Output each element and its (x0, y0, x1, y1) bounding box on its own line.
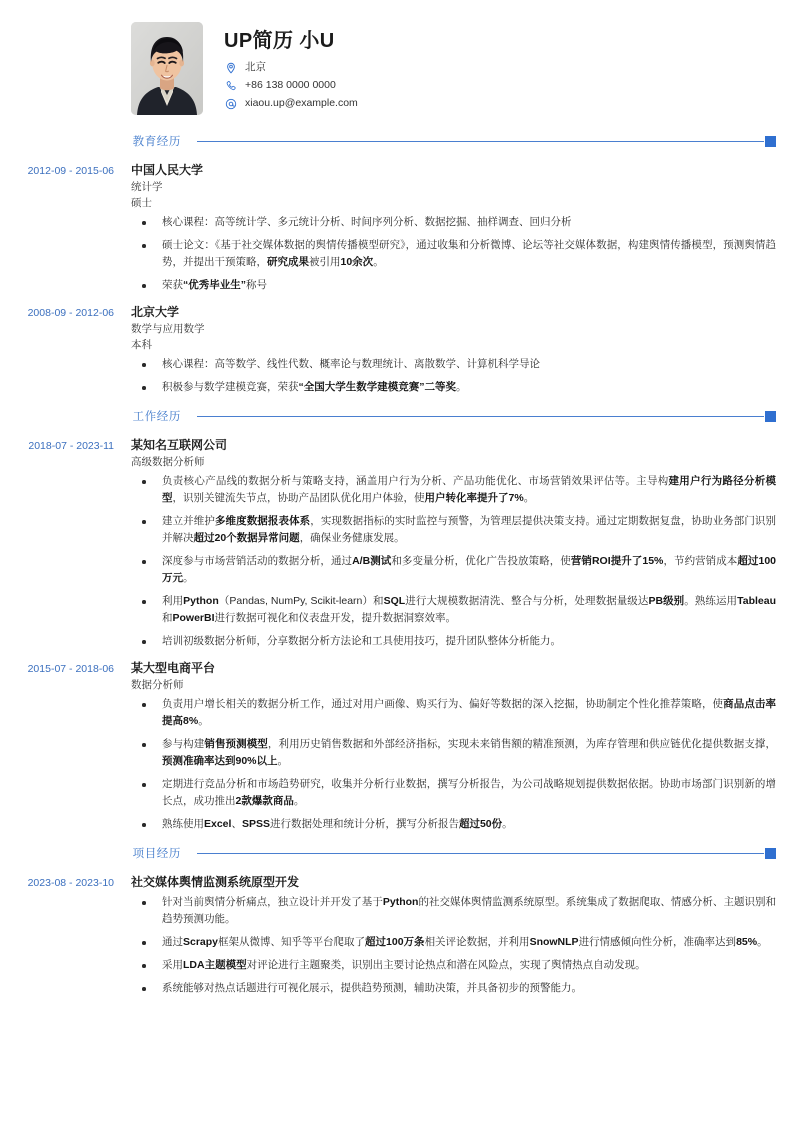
resume-entry (0, 437, 799, 650)
contact-location-value: 北京 (245, 61, 266, 73)
entry-date: 2012-09 - 2015-06 (27, 165, 114, 177)
entry-date: 2015-07 - 2018-06 (27, 663, 114, 675)
bullet-item: 熟练使用Excel、SPSS进行数据处理和统计分析，撰写分析报告超过50份。 (131, 816, 776, 833)
resume-entry (0, 874, 799, 997)
entry-date: 2023-08 - 2023-10 (27, 877, 114, 889)
contact-location (224, 61, 769, 74)
bullet-item: 负责核心产品线的数据分析与策略支持，涵盖用户行为分析、产品功能优化、市场营销效果评估等。主导构建用户行为路径分析模型，识别关键流失节点，协助产品团队优化用户体验，使用户转化率提升了7%。 (131, 473, 776, 507)
entry-degree: 本科 (131, 339, 152, 351)
entry-body (131, 874, 776, 997)
section-divider (197, 141, 764, 142)
bullet-item: 建立并维护多维度数据报表体系，实现数据指标的实时监控与预警，为管理层提供决策支持。通过定期数据复盘，协助业务部门识别并解决超过20个数据异常问题，确保业务健康发展。 (131, 513, 776, 547)
section-title: 工作经历 (132, 411, 181, 423)
bullet-item: 核心课程：高等数学、线性代数、概率论与数理统计、离散数学、计算机科学导论 (131, 356, 776, 373)
entry-title: 某知名互联网公司 (131, 438, 228, 452)
section-divider (197, 853, 764, 854)
bullet-item: 硕士论文：《基于社交媒体数据的舆情传播模型研究》，通过收集和分析微博、论坛等社交媒体数据，构建舆情传播模型，预测舆情趋势，并提出干预策略，研究成果被引用10余次。 (131, 237, 776, 271)
resume-sections (0, 130, 799, 997)
entry-title: 某大型电商平台 (131, 661, 216, 675)
resume-section (0, 842, 799, 997)
bullet-item: 负责用户增长相关的数据分析工作，通过对用户画像、购买行为、偏好等数据的深入挖掘，协助制定个性化推荐策略，使商品点击率提高8%。 (131, 696, 776, 730)
resume-entry (0, 660, 799, 833)
contact-phone-value: +86 138 0000 0000 (245, 79, 336, 92)
bullet-item: 通过Scrapy框架从微博、知乎等平台爬取了超过100万条相关评论数据，并利用SnowNLP进行情感倾向性分析，准确率达到85%。 (131, 934, 776, 951)
entry-bullet-list (131, 356, 776, 396)
entry-bullet-list (131, 473, 776, 650)
entry-title: 中国人民大学 (131, 163, 204, 177)
bullet-item: 定期进行竞品分析和市场趋势研究，收集并分析行业数据，撰写分析报告，为公司战略规划提供数据依据。协助市场部门识别新的增长点，成功推出2款爆款商品。 (131, 776, 776, 810)
bullet-item: 采用LDA主题模型对评论进行主题聚类，识别出主要讨论热点和潜在风险点，实现了舆情热点自动发现。 (131, 957, 776, 974)
entry-subtitle: 数学与应用数学 (131, 323, 205, 335)
avatar (131, 22, 203, 115)
header-info (224, 22, 769, 110)
resume-entry (0, 162, 799, 294)
entry-subtitle: 高级数据分析师 (131, 456, 205, 468)
bullet-item: 培训初级数据分析师，分享数据分析方法论和工具使用技巧，提升团队整体分析能力。 (131, 633, 776, 650)
section-accent-square (765, 136, 776, 147)
entry-subtitle: 统计学 (131, 181, 163, 193)
entry-title: 北京大学 (131, 305, 180, 319)
section-header (0, 130, 799, 152)
section-title: 教育经历 (132, 136, 181, 148)
entry-body (131, 660, 776, 833)
contact-email-value: xiaou.up@example.com (245, 97, 358, 110)
bullet-item: 荣获“优秀毕业生”称号 (131, 277, 776, 294)
resume-entry (0, 304, 799, 396)
entry-body (131, 162, 776, 294)
section-title: 项目经历 (132, 848, 181, 860)
bullet-item: 针对当前舆情分析痛点，独立设计并开发了基于Python的社交媒体舆情监测系统原型。系统集成了数据爬取、情感分析、主题识别和趋势预测功能。 (131, 894, 776, 928)
section-header (0, 405, 799, 427)
entry-date: 2008-09 - 2012-06 (27, 307, 114, 319)
bullet-item: 参与构建销售预测模型，利用历史销售数据和外部经济指标，实现未来销售额的精准预测，为库存管理和供应链优化提供数据支撑，预测准确率达到90%以上。 (131, 736, 776, 770)
entry-bullet-list (131, 894, 776, 997)
section-accent-square (765, 411, 776, 422)
entry-body (131, 304, 776, 396)
entry-degree: 硕士 (131, 197, 152, 209)
resume-section (0, 405, 799, 833)
bullet-item: 系统能够对热点话题进行可视化展示，提供趋势预测，辅助决策，并具备初步的预警能力。 (131, 980, 776, 997)
bullet-item: 深度参与市场营销活动的数据分析，通过A/B测试和多变量分析，优化广告投放策略，使营销ROI提升了15%，节约营销成本超过100万元。 (131, 553, 776, 587)
contact-phone (224, 79, 769, 92)
resume-header (0, 0, 799, 121)
entry-bullet-list (131, 214, 776, 294)
bullet-item: 积极参与数学建模竞赛，荣获“全国大学生数学建模竞赛”二等奖。 (131, 379, 776, 396)
entry-bullet-list (131, 696, 776, 833)
section-header (0, 842, 799, 864)
bullet-item: 核心课程：高等统计学、多元统计分析、时间序列分析、数据挖掘、抽样调查、回归分析 (131, 214, 776, 231)
entry-body (131, 437, 776, 650)
location-pin-icon (224, 61, 237, 74)
entry-subtitle: 数据分析师 (131, 679, 184, 691)
bullet-item: 利用Python（Pandas, NumPy, Scikit-learn）和SQL进行大规模数据清洗、整合与分析，处理数据量级达PB级别。熟练运用Tableau和PowerBI进行数据可视化和仪表盘开发，提升数据洞察效率。 (131, 593, 776, 627)
email-at-icon (224, 97, 237, 110)
phone-icon (224, 79, 237, 92)
section-accent-square (765, 848, 776, 859)
profile-name: UP简历 小U (224, 30, 335, 52)
entry-title: 社交媒体舆情监测系统原型开发 (131, 875, 300, 889)
resume-section (0, 130, 799, 396)
section-divider (197, 416, 764, 417)
entry-date: 2018-07 - 2023-11 (28, 440, 114, 452)
contact-email (224, 97, 769, 110)
